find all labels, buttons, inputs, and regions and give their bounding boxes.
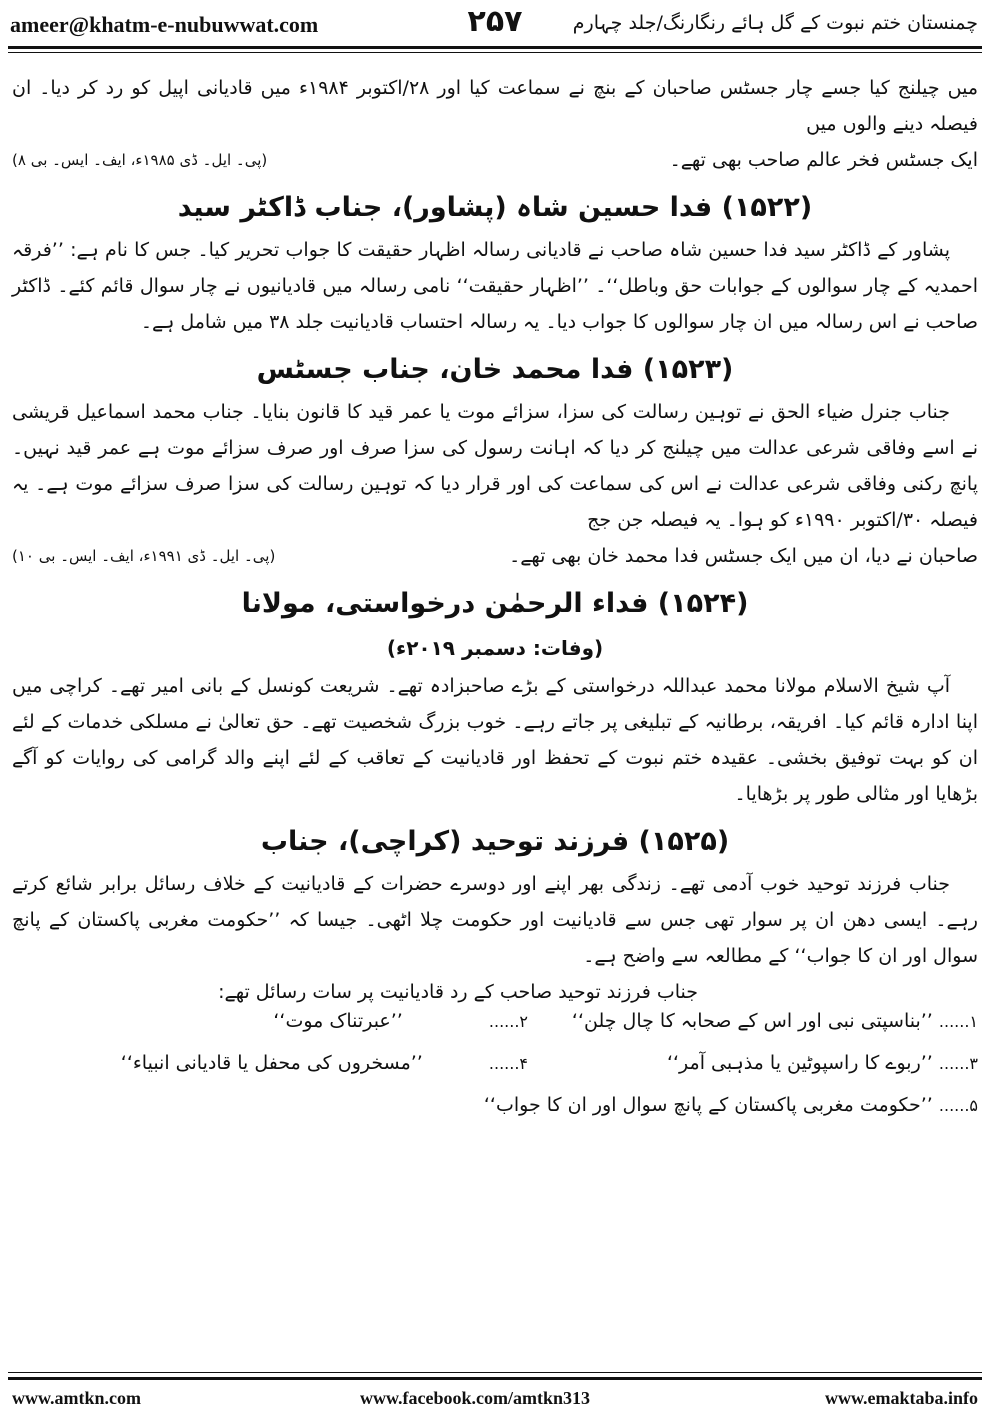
book-title: چمنستان ختم نبوت کے گل ہائے رنگارنگ/جلد چہارم	[572, 12, 978, 34]
header-rule-thin	[8, 52, 982, 53]
page-content	[12, 70, 978, 1138]
footer-link-amtkn[interactable]: www.amtkn.com	[12, 1388, 141, 1408]
footer-link-facebook[interactable]: www.facebook.com/amtkn313	[360, 1388, 590, 1408]
list-item: ۱...... ’’بناسپتی نبی اور اس کے صحابہ کا چال چلن‘‘	[571, 1010, 978, 1032]
section-1523-last-line	[12, 538, 978, 574]
section-body-1522: پشاور کے ڈاکٹر سید فدا حسین شاہ صاحب نے قادیانی رسالہ اظہار حقیقت کا جواب تحریر کیا۔ جس کا نام ہے: ’’فرقہ احمدیہ کے چار سوالوں کے جوابات حق وباطل‘‘۔ ’’اظہار حقیقت‘‘ نامی رسالہ میں قادیانیوں نے چار سوال قائم کئے۔ ڈاکٹر صاحب نے اس رسالہ میں ان چار سوالوں کا جواب دیا۔ یہ رسالہ احتساب قادیانیت جلد ۳۸ میں شامل ہے۔	[12, 239, 978, 333]
intro-last-line	[12, 142, 978, 178]
section-1524-death-date: (وفات: دسمبر ۲۰۱۹ء)	[386, 636, 604, 660]
header-rule-thick	[8, 46, 982, 49]
footer-link-emaktaba[interactable]: www.emaktaba.info	[824, 1388, 978, 1408]
list-item: ۵...... ’’حکومت مغربی پاکستان کے پانچ سوال اور ان کا جواب‘‘	[483, 1094, 978, 1116]
section-1525-list-intro: جناب فرزند توحید صاحب کے رد قادیانیت پر سات رسائل تھے:	[218, 981, 698, 1003]
header-email[interactable]: ameer@khatm-e-nubuwwat.com	[10, 12, 319, 37]
intro-line-2: ایک جسٹس فخر عالم صاحب بھی تھے۔	[669, 149, 978, 171]
section-1523-last-text: صاحبان نے دیا، ان میں ایک جسٹس فدا محمد خان بھی تھے۔	[509, 545, 978, 567]
intro-line-1: میں چیلنج کیا جسے چار جسٹس صاحبان کے بنچ نے سماعت کیا اور ۲۸/اکتوبر ۱۹۸۴ء میں قادیانی اپیل کو رد کر دیا۔ ان فیصلہ دینے والوں میں	[12, 77, 979, 135]
section-heading-1522: (۱۵۲۲) فدا حسین شاہ (پشاور)، جناب ڈاکٹر سید	[177, 192, 813, 223]
section-body-1523: جناب جنرل ضیاء الحق نے توہین رسالت کی سزا، سزائے موت یا عمر قید کا قانون بنایا۔ جناب محمد اسماعیل قریشی نے اسے وفاقی شرعی عدالت میں چیلنج کر دیا کہ اہانت رسول کی سزا صرف اور صرف سزائے موت ہے عمر قید نہیں۔ پانچ رکنی وفاقی شرعی عدالت نے اس کی سماعت کی اور قرار دیا کہ توہین رسالت کی سزا صرف سزائے موت ہے۔ یہ فیصلہ ۳۰/اکتوبر ۱۹۹۰ء کو ہوا۔ یہ فیصلہ جن جج	[12, 401, 978, 531]
section-body-1525: جناب فرزند توحید خوب آدمی تھے۔ زندگی بھر اپنے اور دوسرے حضرات کے قادیانیت کے خلاف رسائل برابر شائع کرتے رہے۔ ایسی دھن ان پر سوار تھی جس سے قادیانیت اور حکومت چلا اٹھی۔ جیسا کہ ’’حکومت مغربی پاکستان کے پانچ سوال اور ان کا جواب‘‘ کے مطالعہ سے واضح ہے۔	[12, 873, 978, 967]
section-body-1524: آپ شیخ الاسلام مولانا محمد عبداللہ درخواستی کے بڑے صاحبزادہ تھے۔ شریعت کونسل کے بانی امیر تھے۔ کراچی میں اپنا ادارہ قائم کیا۔ افریقہ، برطانیہ کے تبلیغی پر جاتے رہے۔ خوب بزرگ شخصیت تھے۔ حق تعالیٰ نے مسلکی خدمات کے لئے ان کو بہت توفیق بخشی۔ عقیدہ ختم نبوت کے تحفظ اور قادیانیت کے تعاقب کے لئے اپنے والد گرامی کی روایات کو آگے بڑھایا اور مثالی طور پر بڑھایا۔	[12, 675, 978, 805]
section-1523-reference: (پی۔ ایل۔ ڈی ۱۹۹۱ء، ایف۔ ایس۔ بی ۱۰)	[12, 547, 276, 565]
intro-reference: (پی۔ ایل۔ ڈی ۱۹۸۵ء، ایف۔ ایس۔ بی ۸)	[12, 151, 268, 169]
section-heading-1525: (۱۵۲۵) فرزند توحید (کراچی)، جناب	[260, 826, 730, 857]
list-item: ۴...... ’’مسخروں کی محفل یا قادیانی انبیاء‘‘	[120, 1052, 528, 1074]
footer-rule-thick	[8, 1377, 982, 1380]
list-item: ۲...... ’’عبرتناک موت‘‘	[273, 1010, 528, 1032]
list-item: ۳...... ’’ربوے کا راسپوٹین یا مذہبی آمر‘‘	[666, 1052, 978, 1074]
footer-rule-thin	[8, 1372, 982, 1373]
section-heading-1524: (۱۵۲۴) فداء الرحمٰن درخواستی، مولانا	[241, 588, 749, 619]
treatise-list	[12, 1010, 978, 1138]
section-heading-1523: (۱۵۲۳) فدا محمد خان، جناب جسٹس	[256, 354, 734, 385]
page-number: ۲۵۷	[467, 4, 523, 39]
page-footer	[0, 1382, 990, 1418]
